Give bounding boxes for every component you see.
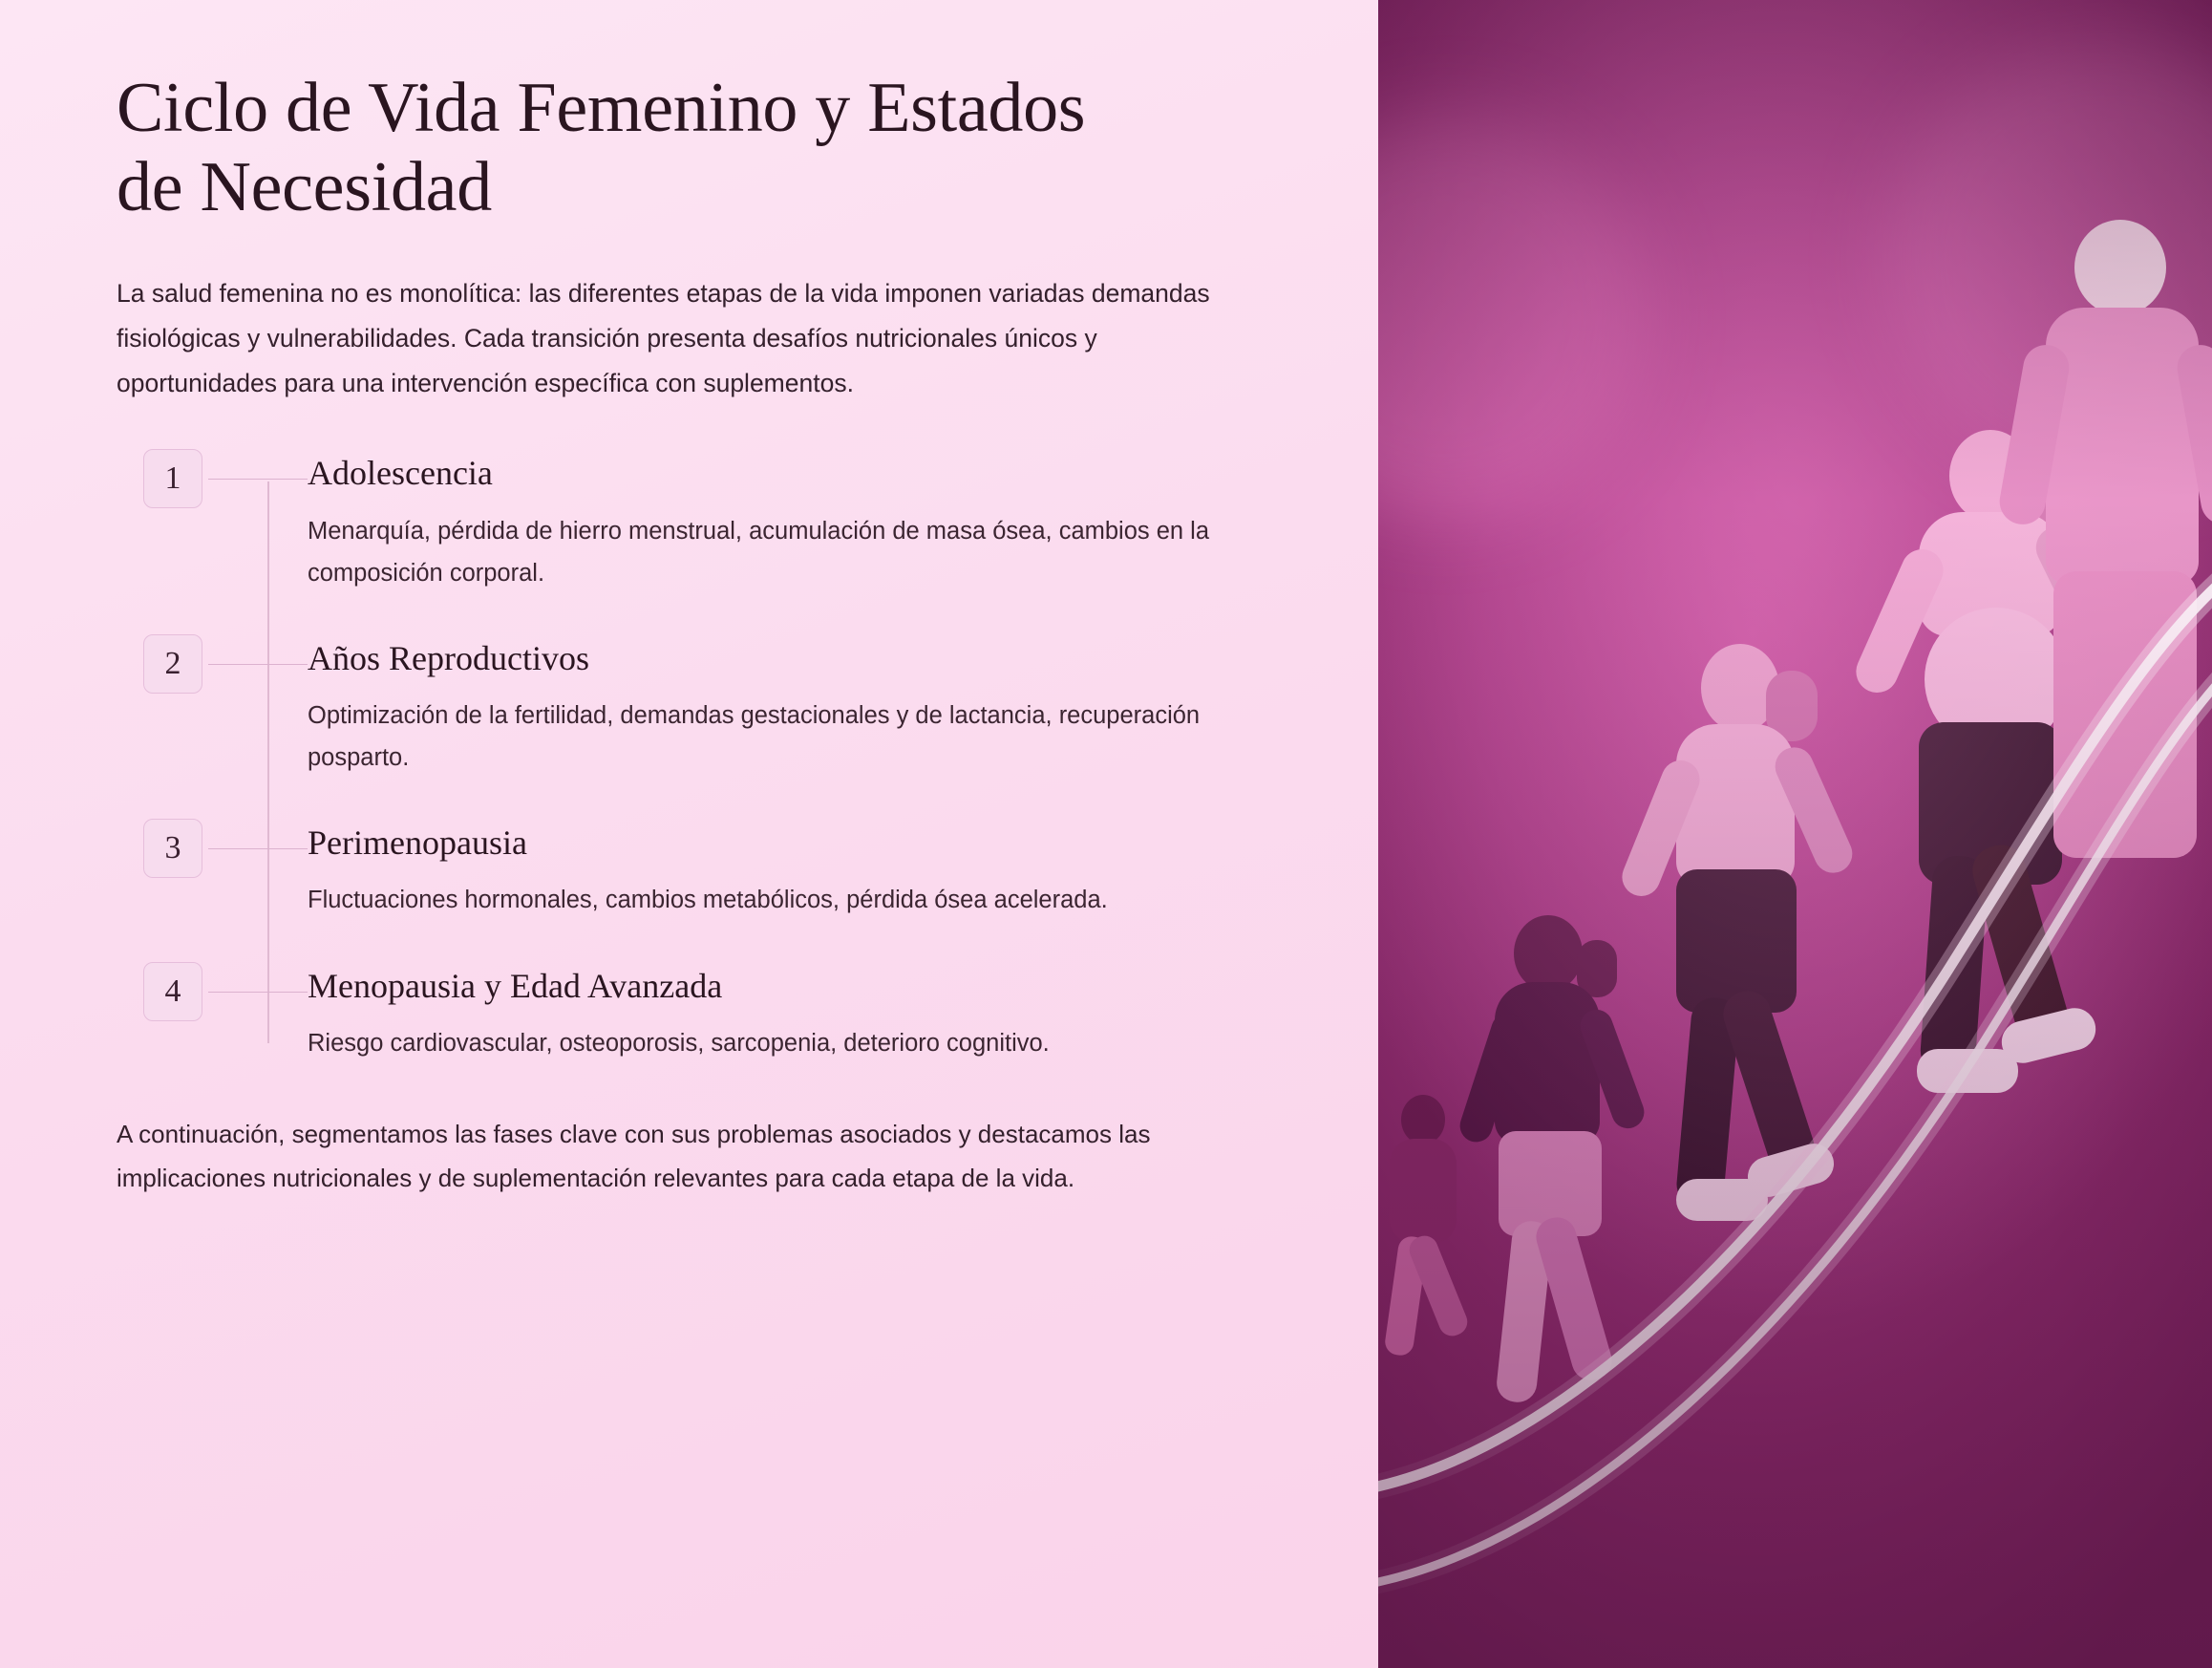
intro-paragraph: La salud femenina no es monolítica: las diferentes etapas de la vida imponen variadas demandas fisiológicas y vulnerabilidades. Cada transición presenta desafíos nutricionales únicos y oportunidades para una intervención específica con suplementos. bbox=[117, 278, 1210, 397]
phase-marker-column bbox=[117, 960, 308, 1021]
phase-title: Años Reproductivos bbox=[308, 638, 589, 677]
phase-marker-column bbox=[117, 817, 308, 878]
closing-paragraph: A continuación, segmentamos las fases clave con sus problemas asociados y destacamos las implicaciones nutricionales y de suplementación relevantes para cada etapa de la vida. bbox=[117, 1119, 1151, 1193]
lifecycle-timeline bbox=[117, 447, 1264, 1063]
phase-number-badge: 1 bbox=[143, 449, 202, 508]
phase-title: Perimenopausia bbox=[308, 823, 527, 863]
phase-title: Menopausia y Edad Avanzada bbox=[308, 966, 723, 1005]
phase-marker-column bbox=[117, 447, 308, 508]
phase-connector-line bbox=[208, 664, 308, 665]
phase-description: Optimización de la fertilidad, demandas gestacionales y de lactancia, recuperación posparto. bbox=[308, 702, 1201, 772]
phase-connector-line bbox=[208, 848, 308, 849]
phase-description: Fluctuaciones hormonales, cambios metabólicos, pérdida ósea acelerada. bbox=[308, 887, 1108, 914]
phase-marker-column bbox=[117, 632, 308, 694]
hero-image bbox=[1378, 0, 2212, 1668]
phase-number-badge: 2 bbox=[143, 634, 202, 694]
phase-body bbox=[308, 632, 1264, 779]
phase-connector-line bbox=[208, 479, 308, 480]
timeline-item bbox=[117, 960, 1264, 1064]
phase-body bbox=[308, 447, 1264, 593]
phase-description: Riesgo cardiovascular, osteoporosis, sarcopenia, deterioro cognitivo. bbox=[308, 1029, 1050, 1057]
phase-body bbox=[308, 960, 1264, 1064]
neon-path-lines bbox=[1378, 0, 2212, 1668]
phase-connector-line bbox=[208, 992, 308, 993]
timeline-item bbox=[117, 447, 1264, 593]
phase-description: Menarquía, pérdida de hierro menstrual, acumulación de masa ósea, cambios en la composición corporal. bbox=[308, 517, 1210, 587]
phase-number-badge: 3 bbox=[143, 819, 202, 878]
phase-number-badge: 4 bbox=[143, 962, 202, 1021]
page-title: Ciclo de Vida Femenino y Estados de Necesidad bbox=[117, 69, 1086, 226]
timeline-item bbox=[117, 817, 1264, 921]
timeline-item bbox=[117, 632, 1264, 779]
phase-body bbox=[308, 817, 1264, 921]
phase-title: Adolescencia bbox=[308, 454, 493, 493]
